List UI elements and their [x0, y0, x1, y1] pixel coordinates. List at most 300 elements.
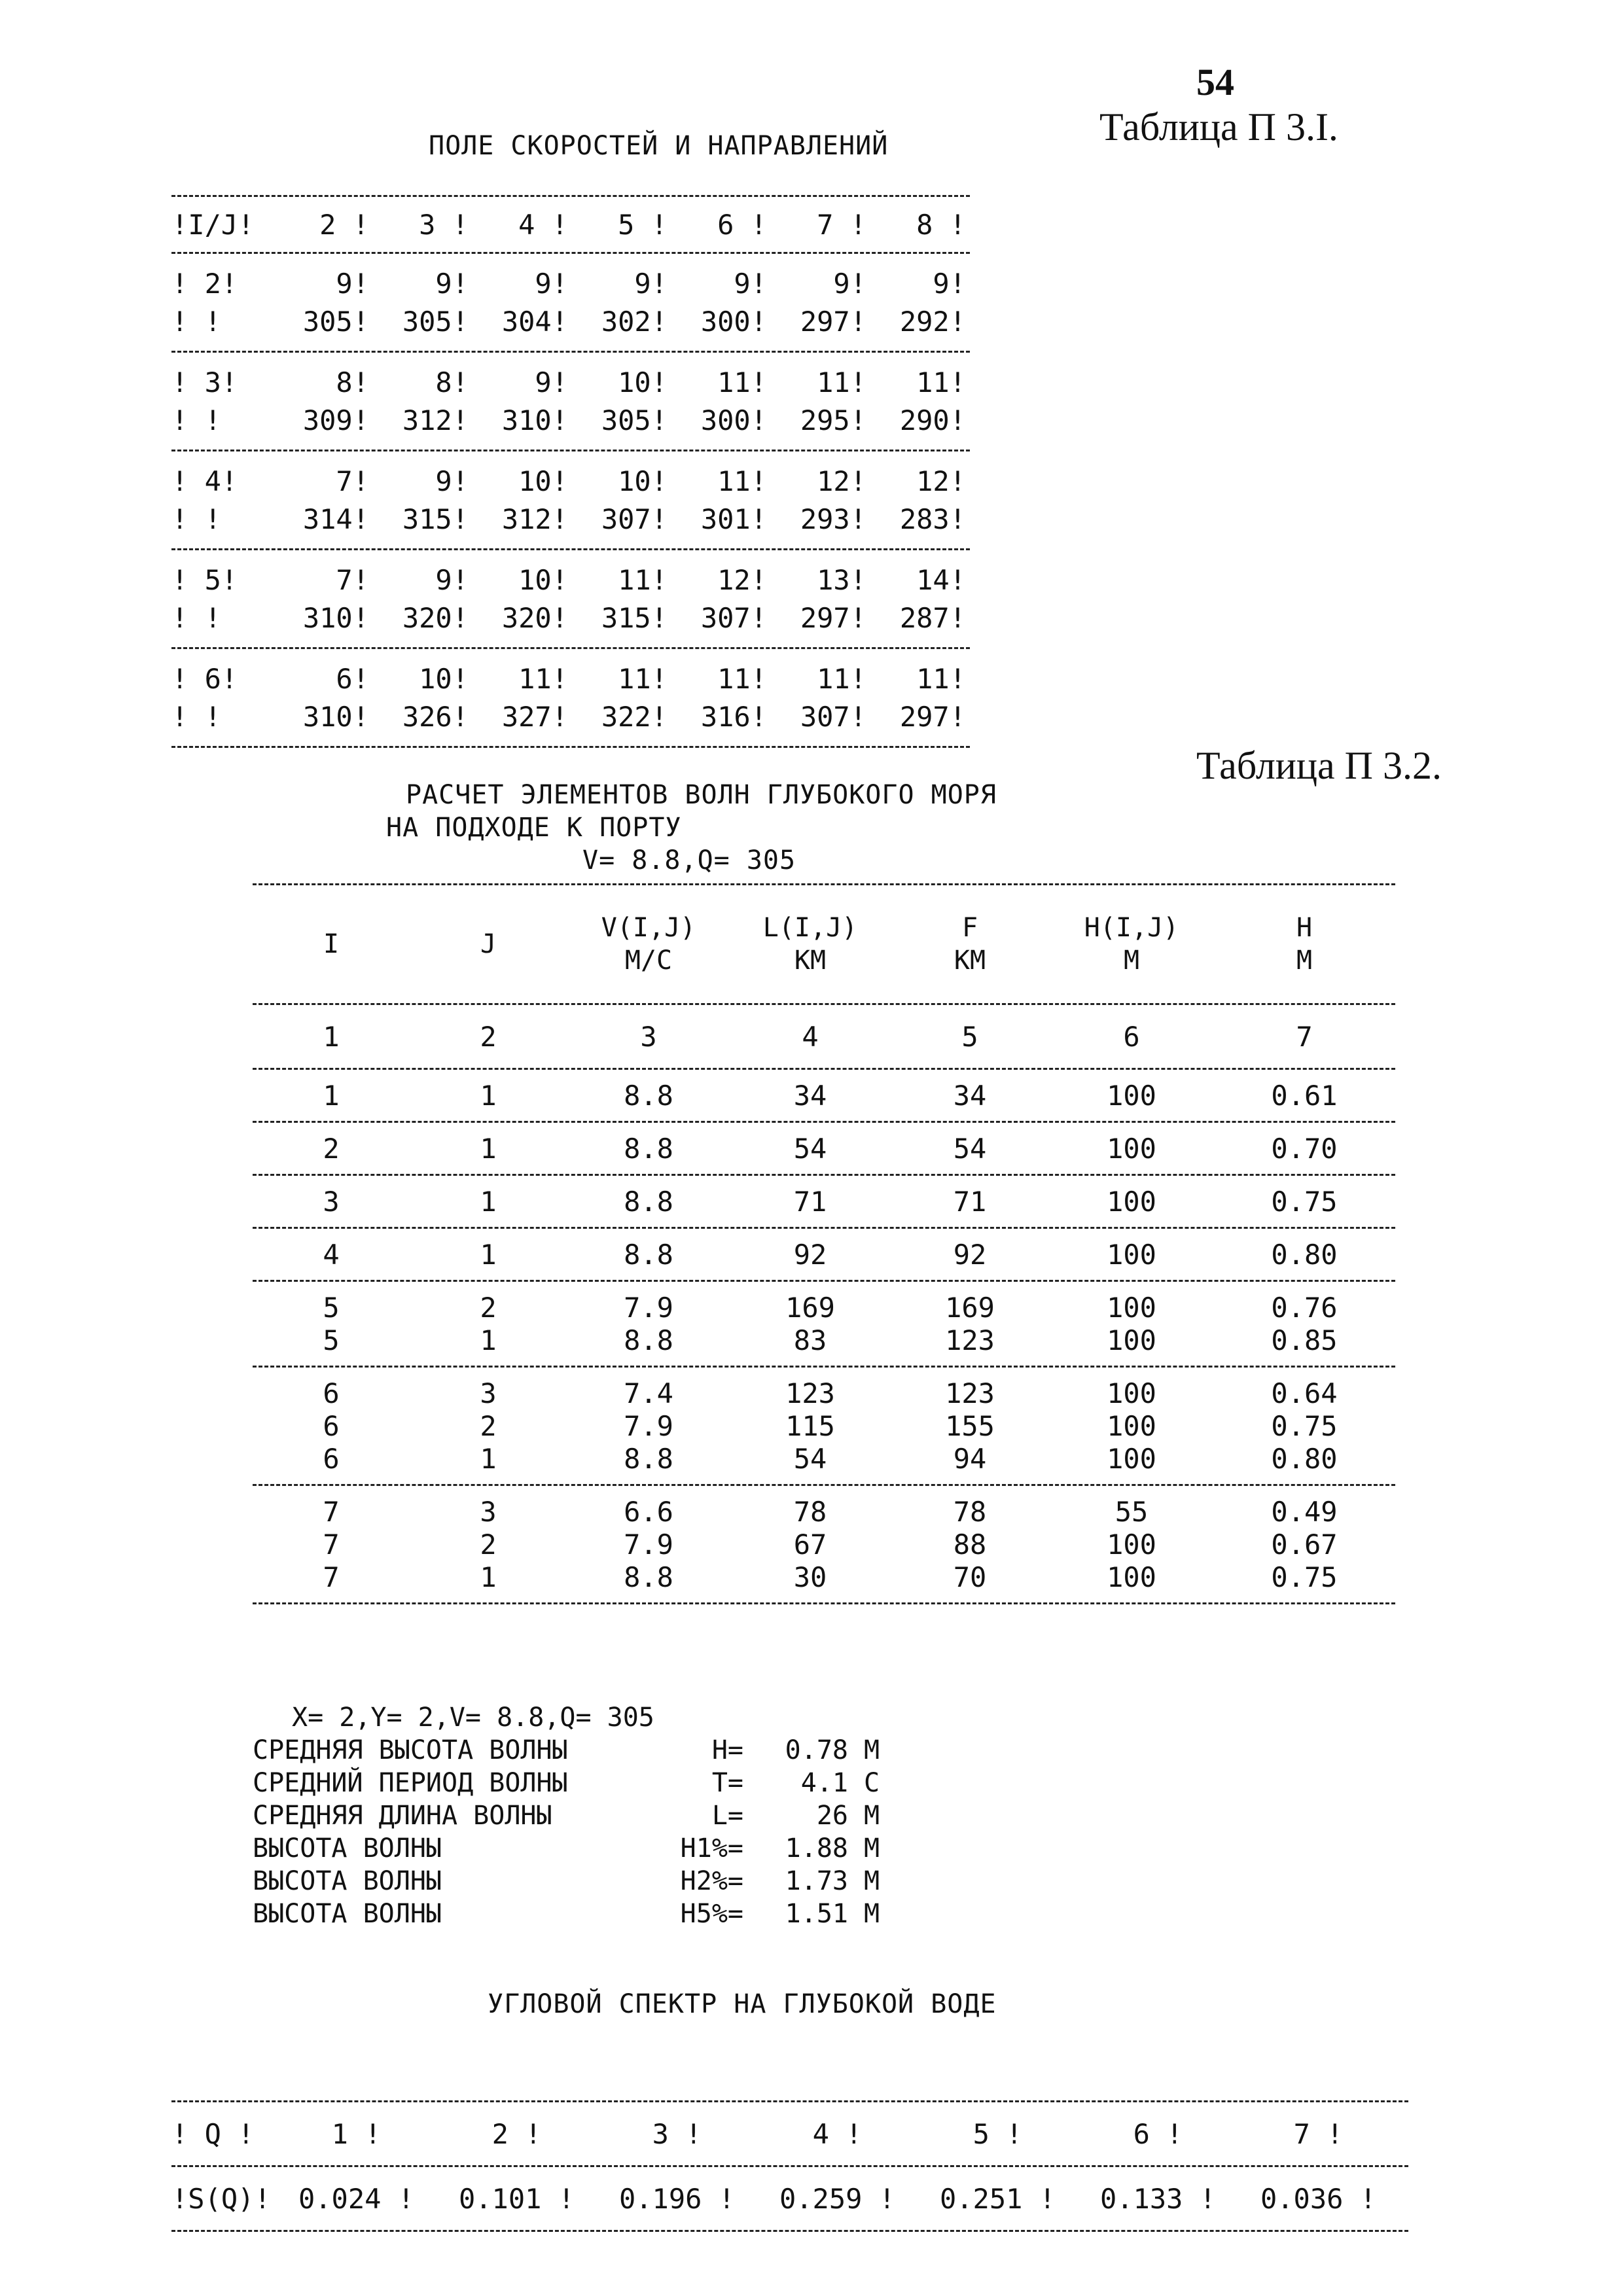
table1-speed-row [171, 363, 970, 401]
header-cell: 2 ! [319, 208, 369, 241]
direction-cell: 309! [302, 404, 369, 436]
table2-row [253, 1442, 1395, 1475]
column-number: 4 [802, 1020, 819, 1053]
summary-unit: С [864, 1768, 880, 1798]
table2-cell: 115 [785, 1409, 835, 1442]
table1-direction-row [171, 599, 970, 637]
summary-label: СРЕДНЯЯ ВЫСОТА ВОЛНЫ [253, 1735, 568, 1765]
speed-cell: 10! [618, 465, 668, 497]
table1-body [171, 254, 970, 748]
summary-coords: X= 2,Y= 2,V= 8.8,Q= 305 [292, 1703, 654, 1733]
summary-line [253, 1832, 880, 1865]
table2-cell: 100 [1107, 1409, 1156, 1442]
summary-line [253, 1734, 880, 1767]
direction-cell: 305! [302, 305, 369, 338]
table2-cell: 155 [945, 1409, 995, 1442]
table2-cell: 1 [480, 1185, 497, 1218]
table2-cell: 0.61 [1271, 1079, 1338, 1112]
header-cell: 6 ! [717, 208, 767, 241]
row-index: ! 4! [171, 465, 238, 497]
table2-cell: 1 [480, 1561, 497, 1593]
direction-cell: 287! [899, 601, 966, 634]
table2-cell: 0.85 [1271, 1324, 1338, 1356]
header-cell: 3 ! [419, 208, 469, 241]
table1-direction-row [171, 698, 970, 735]
direction-cell: 320! [501, 601, 568, 634]
table1-row-group [171, 550, 970, 647]
header-top: H(I,J) [1084, 913, 1179, 943]
table2-caption: Таблица П 3.2. [1196, 744, 1442, 787]
table2-cell: 123 [945, 1324, 995, 1356]
table2-cell: 100 [1107, 1185, 1156, 1218]
table2-cell: 55 [1115, 1495, 1149, 1528]
header-cell: 4 ! [812, 2117, 863, 2150]
header-bottom: М [1123, 945, 1140, 976]
speed-cell: 9! [435, 465, 469, 497]
speed-cell: 10! [518, 465, 568, 497]
column-number: 1 [323, 1020, 340, 1053]
table2-cell: 1 [480, 1442, 497, 1475]
column-header [890, 911, 1050, 977]
wave-elements-table [253, 883, 1395, 1604]
table1-row-group [171, 353, 970, 450]
table2-cell: 3 [323, 1185, 340, 1218]
table2-row-group [253, 1282, 1395, 1366]
summary-value: 1.73 [785, 1866, 848, 1896]
table2-row [253, 1238, 1395, 1271]
table2-cell: 78 [953, 1495, 987, 1528]
table2-cell: 0.64 [1271, 1377, 1338, 1409]
table2-cell: 83 [793, 1324, 827, 1356]
direction-cell: 307! [800, 700, 866, 733]
table2-cell: 3 [480, 1377, 497, 1409]
table2-cell: 67 [793, 1528, 827, 1561]
summary-symbol: H= [711, 1735, 743, 1765]
table2-row [253, 1324, 1395, 1356]
table2-cell: 88 [953, 1528, 987, 1561]
speed-cell: 12! [916, 465, 966, 497]
direction-cell: 307! [700, 601, 767, 634]
summary-value: 26 [816, 1801, 848, 1831]
spectrum-value: 0.101 ! [458, 2182, 575, 2215]
table2-cell: 100 [1107, 1442, 1156, 1475]
table2-cell: 0.76 [1271, 1291, 1338, 1324]
column-header [567, 911, 730, 977]
direction-cell: 316! [700, 700, 767, 733]
summary-unit: М [864, 1801, 880, 1831]
table1-speed-row [171, 462, 970, 500]
direction-cell: 310! [501, 404, 568, 436]
row-index: ! 5! [171, 563, 238, 596]
header-top: L(I,J) [762, 913, 858, 943]
table2-cell: 1 [480, 1238, 497, 1271]
table2-cell: 71 [953, 1185, 987, 1218]
table1-direction-row [171, 302, 970, 340]
table3-value-row [171, 2167, 1408, 2230]
table2-cell: 70 [953, 1561, 987, 1593]
header-cell: 2 ! [491, 2117, 542, 2150]
table3-header-row [171, 2102, 1408, 2165]
column-number: 2 [480, 1020, 497, 1053]
speed-cell: 9! [634, 267, 668, 300]
table2-cell: 1 [323, 1079, 340, 1112]
table1-speed-row [171, 660, 970, 698]
row-label: !S(Q)! [171, 2182, 271, 2215]
speed-cell: 11! [916, 366, 966, 398]
direction-cell: 304! [501, 305, 568, 338]
summary-label: ВЫСОТА ВОЛНЫ [253, 1866, 442, 1896]
table2-cell: 6 [323, 1377, 340, 1409]
table1-direction-row [171, 401, 970, 439]
table2-cell: 4 [323, 1238, 340, 1271]
speed-cell: 12! [717, 563, 767, 596]
header-top: I [323, 929, 340, 959]
speed-cell: 10! [419, 662, 469, 695]
table2-cell: 7 [323, 1528, 340, 1561]
table1-direction-row [171, 500, 970, 538]
table2-cell: 8.8 [624, 1238, 673, 1271]
speed-cell: 12! [817, 465, 866, 497]
column-header [1050, 911, 1213, 977]
column-number: 5 [961, 1020, 978, 1053]
header-bottom: М [1296, 945, 1313, 976]
table2-cell: 0.49 [1271, 1495, 1338, 1528]
table2-row [253, 1185, 1395, 1218]
header-bottom: КМ [954, 945, 986, 976]
header-top: H [1296, 913, 1313, 943]
speed-cell: 14! [916, 563, 966, 596]
table2-row-group [253, 1070, 1395, 1121]
header-cell: 5 ! [972, 2117, 1023, 2150]
column-number: 7 [1296, 1020, 1313, 1053]
table2-cell: 123 [785, 1377, 835, 1409]
table2-cell: 100 [1107, 1528, 1156, 1561]
direction-cell: 310! [302, 700, 369, 733]
table2-column-numbers [253, 1005, 1395, 1068]
summary-label: СРЕДНЯЯ ДЛИНА ВОЛНЫ [253, 1801, 552, 1831]
table2-cell: 7.4 [624, 1377, 673, 1409]
table2-cell: 100 [1107, 1377, 1156, 1409]
table2-cell: 8.8 [624, 1185, 673, 1218]
page-number: 54 [1196, 61, 1234, 103]
direction-cell: 297! [800, 305, 866, 338]
summary-unit: М [864, 1866, 880, 1896]
table1-row-group [171, 649, 970, 746]
column-number: 6 [1123, 1020, 1140, 1053]
direction-cell: 300! [700, 305, 767, 338]
summary-symbol: T= [711, 1768, 743, 1798]
table2-cell: 34 [793, 1079, 827, 1112]
table2-cell: 0.80 [1271, 1442, 1338, 1475]
table2-cell: 0.67 [1271, 1528, 1338, 1561]
table2-row-group [253, 1229, 1395, 1280]
direction-cell: 310! [302, 601, 369, 634]
table2-cell: 0.75 [1271, 1185, 1338, 1218]
row-index: ! ! [171, 503, 221, 535]
direction-cell: 314! [302, 503, 369, 535]
direction-cell: 293! [800, 503, 866, 535]
table2-cell: 8.8 [624, 1561, 673, 1593]
table2-cell: 94 [953, 1442, 987, 1475]
table2-cell: 5 [323, 1324, 340, 1356]
table2-cell: 2 [323, 1132, 340, 1165]
row-index: ! ! [171, 601, 221, 634]
table1-caption: Таблица П 3.I. [1099, 105, 1338, 149]
table1-speed-row [171, 264, 970, 302]
direction-cell: 305! [402, 305, 469, 338]
speed-cell: 11! [717, 465, 767, 497]
direction-cell: 301! [700, 503, 767, 535]
summary-label: СРЕДНИЙ ПЕРИОД ВОЛНЫ [253, 1768, 568, 1798]
table2-row [253, 1132, 1395, 1165]
speed-cell: 11! [817, 366, 866, 398]
direction-cell: 300! [700, 404, 767, 436]
summary-symbol: H2%= [680, 1866, 743, 1896]
table2-row [253, 1495, 1395, 1528]
header-cell: ! Q ! [171, 2117, 255, 2150]
spectrum-value: 0.133 ! [1099, 2182, 1216, 2215]
table2-cell: 100 [1107, 1238, 1156, 1271]
table2-cell: 92 [793, 1238, 827, 1271]
header-bottom: КМ [794, 945, 827, 976]
header-cell: 3 ! [652, 2117, 702, 2150]
table2-cell: 54 [793, 1442, 827, 1475]
speed-cell: 7! [336, 563, 369, 596]
table2-cell: 6 [323, 1409, 340, 1442]
table2-body [253, 1070, 1395, 1604]
column-header [410, 928, 567, 961]
summary-line [253, 1898, 880, 1930]
summary-value: 4.1 [800, 1768, 848, 1798]
title-line: НА ПОДХОДЕ К ПОРТУ [386, 813, 682, 843]
table2-cell: 3 [480, 1495, 497, 1528]
spectrum-value: 0.036 ! [1260, 2182, 1376, 2215]
header-cell: 4 ! [518, 208, 568, 241]
spectrum-value: 0.251 ! [939, 2182, 1056, 2215]
table2-cell: 0.70 [1271, 1132, 1338, 1165]
table2-cell: 100 [1107, 1079, 1156, 1112]
table2-cell: 7.9 [624, 1291, 673, 1324]
table2-title [386, 779, 997, 877]
table2-cell: 5 [323, 1291, 340, 1324]
direction-cell: 302! [601, 305, 668, 338]
summary-symbol: L= [711, 1801, 743, 1831]
column-header [253, 928, 410, 961]
direction-cell: 315! [402, 503, 469, 535]
table2-cell: 100 [1107, 1561, 1156, 1593]
table2-cell: 100 [1107, 1291, 1156, 1324]
table2-cell: 7 [323, 1561, 340, 1593]
row-index: ! 6! [171, 662, 238, 695]
column-header [730, 911, 890, 977]
spectrum-value: 0.196 ! [618, 2182, 735, 2215]
speed-cell: 9! [833, 267, 866, 300]
summary-label: ВЫСОТА ВОЛНЫ [253, 1899, 442, 1929]
direction-cell: 326! [402, 700, 469, 733]
column-header [1213, 911, 1395, 977]
direction-cell: 297! [800, 601, 866, 634]
speed-cell: 8! [336, 366, 369, 398]
direction-cell: 320! [402, 601, 469, 634]
table2-row-group [253, 1123, 1395, 1174]
speed-cell: 11! [916, 662, 966, 695]
header-top: J [480, 929, 497, 959]
table2-row [253, 1079, 1395, 1112]
row-index: ! ! [171, 404, 221, 436]
header-cell: !I/J! [171, 208, 255, 241]
table-rule [171, 2230, 1408, 2232]
summary-value: 0.78 [785, 1735, 848, 1765]
speed-cell: 9! [535, 366, 568, 398]
table2-cell: 6 [323, 1442, 340, 1475]
speed-cell: 11! [618, 662, 668, 695]
header-cell: 7 ! [817, 208, 866, 241]
summary-unit: М [864, 1833, 880, 1863]
row-index: ! ! [171, 700, 221, 733]
table2-cell: 169 [785, 1291, 835, 1324]
speed-cell: 11! [717, 662, 767, 695]
table2-cell: 7.9 [624, 1409, 673, 1442]
column-number: 3 [640, 1020, 657, 1053]
table2-cell: 71 [793, 1185, 827, 1218]
table2-cell: 7.9 [624, 1528, 673, 1561]
table2-cell: 2 [480, 1291, 497, 1324]
table1-speed-row [171, 561, 970, 599]
direction-cell: 295! [800, 404, 866, 436]
summary-unit: М [864, 1735, 880, 1765]
speed-cell: 10! [518, 563, 568, 596]
table2-cell: 34 [953, 1079, 987, 1112]
direction-cell: 315! [601, 601, 668, 634]
header-cell: 8 ! [916, 208, 966, 241]
table2-cell: 54 [953, 1132, 987, 1165]
summary-line [253, 1767, 880, 1799]
direction-cell: 283! [899, 503, 966, 535]
table2-cell: 6.6 [624, 1495, 673, 1528]
table2-cell: 2 [480, 1528, 497, 1561]
speed-cell: 9! [336, 267, 369, 300]
table-rule [171, 746, 970, 748]
direction-cell: 327! [501, 700, 568, 733]
table2-cell: 2 [480, 1409, 497, 1442]
table2-cell: 0.75 [1271, 1561, 1338, 1593]
table2-cell: 0.75 [1271, 1409, 1338, 1442]
header-cell: 6 ! [1133, 2117, 1183, 2150]
table2-cell: 1 [480, 1324, 497, 1356]
table2-row-group [253, 1368, 1395, 1484]
direction-cell: 307! [601, 503, 668, 535]
summary-line [253, 1799, 880, 1832]
speed-cell: 11! [817, 662, 866, 695]
table2-header-row [253, 885, 1395, 1003]
speed-cell: 11! [518, 662, 568, 695]
header-cell: 1 ! [331, 2117, 382, 2150]
row-index: ! 2! [171, 267, 238, 300]
header-top: F [961, 913, 978, 943]
speed-cell: 8! [435, 366, 469, 398]
table2-cell: 0.80 [1271, 1238, 1338, 1271]
table2-cell: 8.8 [624, 1442, 673, 1475]
summary-lines [253, 1734, 880, 1930]
table2-row [253, 1528, 1395, 1561]
summary-symbol: H5%= [680, 1899, 743, 1929]
table2-cell: 78 [793, 1495, 827, 1528]
table-rule [253, 1602, 1395, 1604]
table2-row [253, 1409, 1395, 1442]
header-top: V(I,J) [601, 913, 696, 943]
header-cell: 7 ! [1293, 2117, 1344, 2150]
summary-unit: М [864, 1899, 880, 1929]
angular-spectrum-table [171, 2100, 1408, 2232]
table1-title: ПОЛЕ СКОРОСТЕЙ И НАПРАВЛЕНИЙ [429, 131, 889, 161]
table2-row-group [253, 1176, 1395, 1227]
speed-cell: 9! [435, 563, 469, 596]
table2-cell: 169 [945, 1291, 995, 1324]
speed-cell: 9! [535, 267, 568, 300]
speed-cell: 9! [933, 267, 966, 300]
table1-row-group [171, 451, 970, 548]
direction-cell: 312! [402, 404, 469, 436]
speed-cell: 9! [734, 267, 767, 300]
wave-summary [253, 1701, 880, 1930]
table2-cell: 92 [953, 1238, 987, 1271]
row-index: ! 3! [171, 366, 238, 398]
summary-value: 1.88 [785, 1833, 848, 1863]
table2-cell: 8.8 [624, 1079, 673, 1112]
table2-cell: 1 [480, 1132, 497, 1165]
direction-cell: 312! [501, 503, 568, 535]
table2-cell: 30 [793, 1561, 827, 1593]
direction-cell: 290! [899, 404, 966, 436]
summary-symbol: H1%= [680, 1833, 743, 1863]
header-bottom: М/С [624, 945, 673, 976]
direction-cell: 292! [899, 305, 966, 338]
table3-title: УГЛОВОЙ СПЕКТР НА ГЛУБОКОЙ ВОДЕ [488, 1989, 997, 2019]
table2-row [253, 1291, 1395, 1324]
header-cell: 5 ! [618, 208, 668, 241]
speed-cell: 11! [717, 366, 767, 398]
direction-cell: 305! [601, 404, 668, 436]
title-line: РАСЧЕТ ЭЛЕМЕНТОВ ВОЛН ГЛУБОКОГО МОРЯ [406, 780, 997, 810]
speed-cell: 10! [618, 366, 668, 398]
table1-row-group [171, 254, 970, 351]
table2-row-group [253, 1486, 1395, 1602]
table2-cell: 54 [793, 1132, 827, 1165]
speed-cell: 6! [336, 662, 369, 695]
table2-cell: 1 [480, 1079, 497, 1112]
direction-cell: 297! [899, 700, 966, 733]
table2-cell: 123 [945, 1377, 995, 1409]
table2-cell: 100 [1107, 1132, 1156, 1165]
spectrum-value: 0.024 ! [298, 2182, 414, 2215]
speed-cell: 9! [435, 267, 469, 300]
velocity-field-table [171, 195, 970, 748]
table2-row [253, 1561, 1395, 1593]
summary-value: 1.51 [785, 1899, 848, 1929]
spectrum-value: 0.259 ! [779, 2182, 895, 2215]
table2-cell: 8.8 [624, 1132, 673, 1165]
row-index: ! ! [171, 305, 221, 338]
table2-cell: 7 [323, 1495, 340, 1528]
table2-row [253, 1377, 1395, 1409]
summary-label: ВЫСОТА ВОЛНЫ [253, 1833, 442, 1863]
speed-cell: 13! [817, 563, 866, 596]
summary-line [253, 1865, 880, 1898]
speed-cell: 7! [336, 465, 369, 497]
table1-header-row [171, 197, 970, 252]
table2-cell: 100 [1107, 1324, 1156, 1356]
direction-cell: 322! [601, 700, 668, 733]
